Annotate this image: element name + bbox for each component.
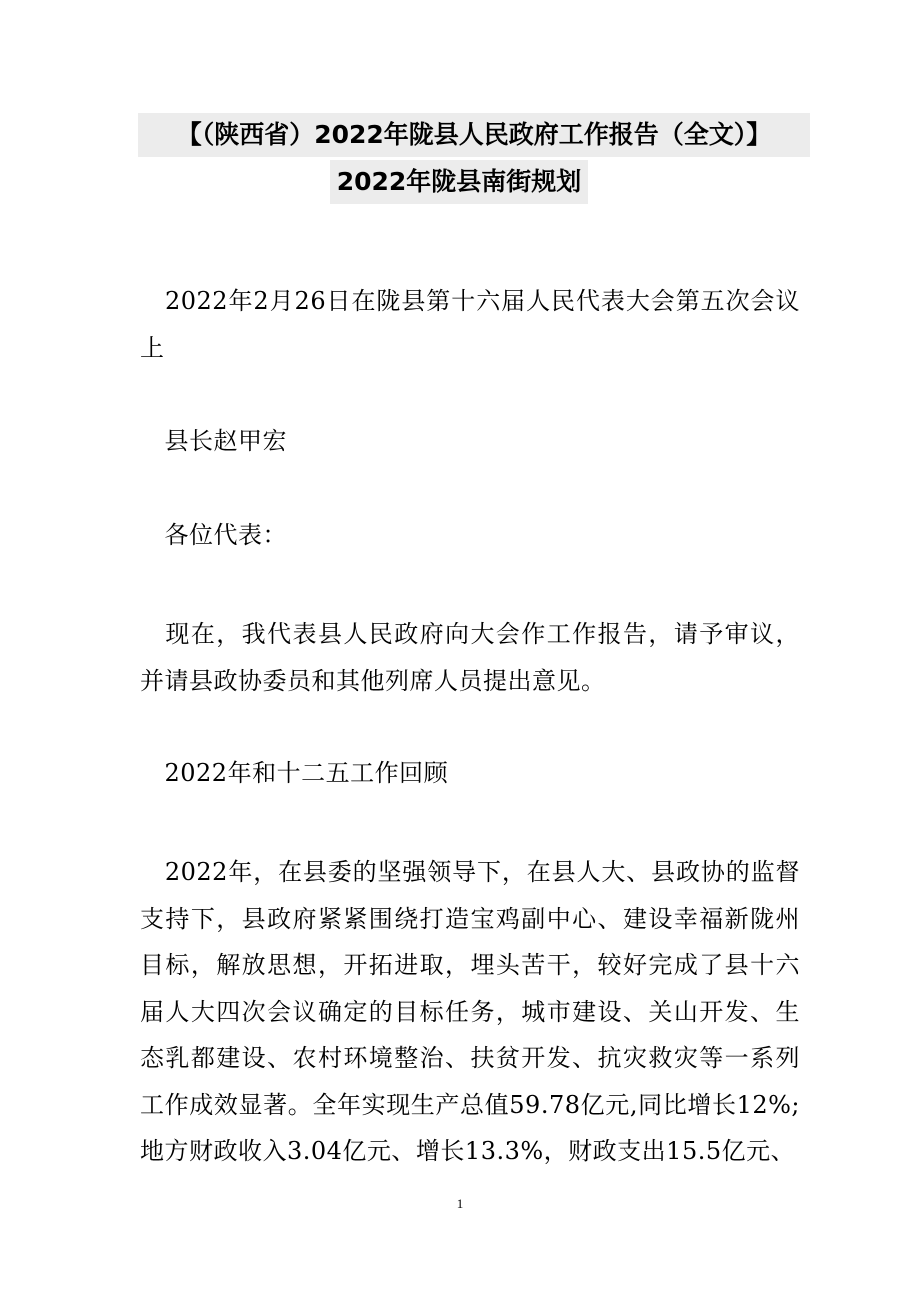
intro-paragraph: 现在，我代表县人民政府向大会作工作报告，请予审议，并请县政协委员和其他列席人员提出意见。 [140,620,800,695]
page-number: 1 [456,1196,464,1211]
meeting-info-paragraph: 2022年2月26日在陇县第十六届人民代表大会第五次会议上 [140,287,800,362]
section-heading: 2022年和十二五工作回顾 [140,759,449,787]
body-paragraph: 2022年，在县委的坚强领导下，在县人大、县政协的监督支持下，县政府紧紧围绕打造宝鸡副中心、建设幸福新陇州目标，解放思想，开拓进取，埋头苦干，较好完成了县十六届人大四次会议确定的目标任务，城市建设、关山开发、生态乳都建设、农村环境整治、扶贫开发、抗灾救灾等一系列工作成效显著。全年实现生产总值59.78亿元,同比增长12%;地方财政收入3.04亿元、增长13.3%，财政支出15.5亿元、 [140,858,800,1165]
greeting-paragraph: 各位代表： [140,521,287,549]
document-title-line-2: 2022年陇县南街规划 [330,160,588,204]
speaker-paragraph: 县长赵甲宏 [140,427,287,455]
document-title-line-1: 【（陕西省）2022年陇县人民政府工作报告（全文）】 [138,113,810,157]
